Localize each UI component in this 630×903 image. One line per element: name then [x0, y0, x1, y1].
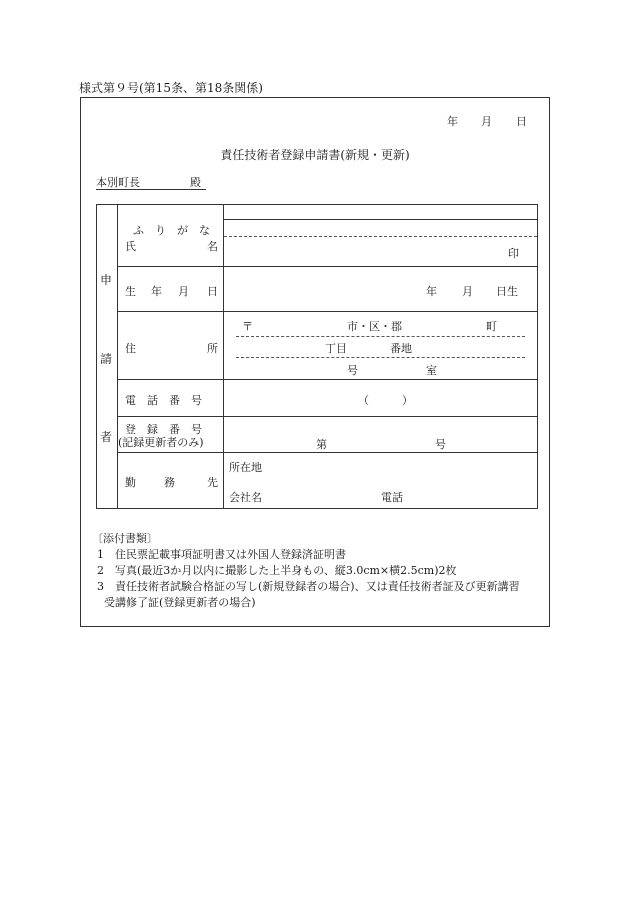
address-label-a: 住 — [125, 342, 136, 355]
workplace-label-1: 勤 — [125, 476, 136, 489]
seal-mark: 印 — [508, 247, 519, 260]
address-banchi: 番地 — [390, 342, 412, 355]
attachment-item: 2 写真(最近3か月以内に撮影した上半身もの、縦3.0cm×横2.5cm)2枚 — [97, 564, 457, 577]
registration-label: 登 録 番 号 — [125, 423, 202, 436]
attachment-item: 3 責任技術者試験合格証の写し(新規登録者の場合)、又は責任技術者証及び更新講習 — [97, 580, 520, 593]
workplace-location: 所在地 — [229, 461, 262, 474]
birth-label-4: 日 — [207, 285, 218, 298]
registration-dai: 第 — [316, 438, 327, 451]
attachment-item: 1 住民票記載事項証明書又は外国人登録済証明書 — [97, 548, 346, 561]
workplace-company: 会社名 — [229, 491, 262, 504]
address-town: 町 — [486, 320, 497, 333]
side-label-3: 者 — [100, 430, 113, 444]
birth-label-1: 生 — [125, 285, 136, 298]
side-label-1: 申 — [100, 273, 113, 287]
workplace-label-2: 務 — [164, 476, 175, 489]
address-label-b: 所 — [207, 342, 218, 355]
date-day: 日 — [516, 115, 527, 128]
birth-year: 年 — [426, 285, 437, 298]
birth-label-3: 月 — [178, 285, 189, 298]
workplace-label-3: 先 — [207, 476, 218, 489]
workplace-phone: 電話 — [381, 491, 403, 504]
registration-sublabel: (記録更新者のみ) — [118, 436, 204, 449]
name-label-b: 名 — [207, 240, 218, 253]
address-chome: 丁目 — [325, 342, 347, 355]
attachment-item: 受講修了証(登録更新者の場合) — [104, 596, 256, 609]
phone-label: 電 話 番 号 — [125, 394, 202, 407]
furigana-label: ふ り が な — [133, 224, 210, 237]
postal-mark: 〒 — [242, 320, 253, 333]
side-label-2: 請 — [100, 352, 113, 366]
registration-go: 号 — [435, 438, 446, 451]
name-label-a: 氏 — [125, 240, 136, 253]
addressee-honorific: 殿 — [190, 176, 201, 189]
attachments-heading: 〔添付書類〕 — [92, 532, 158, 545]
birth-day: 日生 — [496, 285, 518, 298]
birth-label-2: 年 — [151, 285, 162, 298]
address-room: 室 — [426, 364, 437, 377]
date-month: 月 — [481, 115, 492, 128]
date-year: 年 — [447, 115, 458, 128]
form-number: 様式第９号(第15条、第18条関係) — [79, 81, 263, 95]
phone-parens: （ ） — [358, 394, 413, 407]
birth-month: 月 — [462, 285, 473, 298]
addressee-name: 本別町長 — [96, 176, 140, 189]
address-go: 号 — [347, 364, 358, 377]
address-city: 市・区・郡 — [347, 320, 402, 333]
page-title: 責任技術者登録申請書(新規・更新) — [220, 148, 410, 162]
